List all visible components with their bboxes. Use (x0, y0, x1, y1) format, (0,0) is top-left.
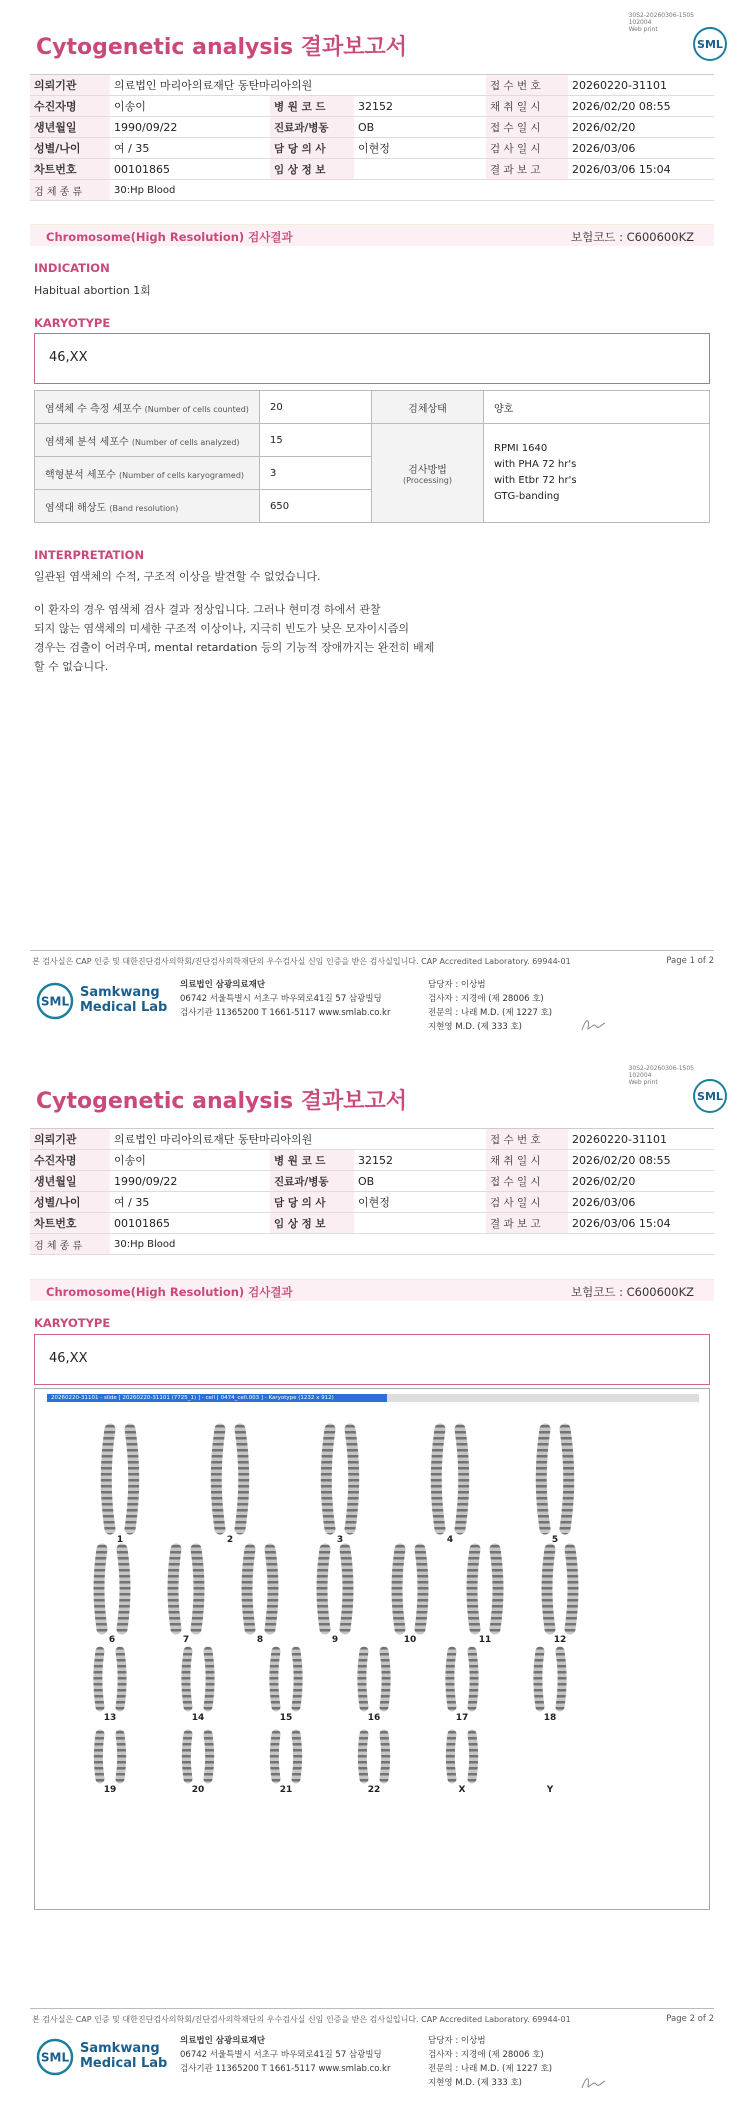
chromosome (173, 1549, 176, 1629)
info-value: 2026/03/06 (568, 1192, 714, 1213)
specimen-label: 검체상태 (372, 391, 484, 424)
sml-footer-logo-icon (36, 982, 74, 1020)
lab-staff: 담당자 : 이상범 검사자 : 지경애 (제 28006 호) 전문의 : 나래 M.D. (제 1227 호) 지현영 M.D. (제 333 호) (428, 980, 553, 1032)
print-stamp: 30S2-20260306-1505 102004 Web print (628, 12, 694, 33)
chromosome (384, 1651, 386, 1707)
chromosome-label: 20 (191, 1785, 205, 1795)
chromosome (420, 1549, 423, 1629)
info-value: OB (354, 1171, 486, 1192)
info-value: 32152 (354, 1150, 486, 1171)
info-value: 00101865 (110, 1213, 270, 1234)
chromosome-drawing (35, 1389, 711, 1911)
chromosome (106, 1429, 110, 1529)
info-value: 2026/02/20 08:55 (568, 96, 714, 117)
info-label: 접 수 일 시 (486, 1171, 568, 1192)
info-value: 2026/02/20 (568, 1171, 714, 1192)
chromosome (538, 1651, 540, 1707)
chromosome (350, 1429, 354, 1529)
info-label: 성별/나이 (30, 138, 110, 159)
info-row (30, 1234, 714, 1255)
info-label: 접 수 번 호 (486, 75, 568, 96)
chromosome (122, 1549, 125, 1629)
karyotype-value: 46,XX (49, 350, 88, 365)
chromosome (130, 1429, 134, 1529)
info-label: 생년월일 (30, 117, 110, 138)
lab-address: 의료법인 삼광의료재단 06742 서울특별시 서초구 바우뫼로41길 57 삼광빌딩 검사기관 11365200 T 1661-5117 www.smlab.co.kr (180, 980, 391, 1018)
cell-label: 염색대 해상도 (Band resolution) (35, 490, 260, 523)
chromosome-label: 11 (478, 1635, 492, 1645)
info-label: 병 원 코 드 (270, 1150, 354, 1171)
chromosome (345, 1549, 348, 1629)
chromosome-label: 1 (116, 1535, 124, 1545)
interpretation-detail: 이 환자의 경우 염색체 검사 결과 정상입니다. 그러나 현미경 하에서 관찰 되지 않는 염색체의 미세한 구조적 이상이나, 지극히 빈도가 낮은 모자이시즘의 경우는 검출이 어려우며, mental retardation 등의 기능적 장애까지는 완전히 배제 할 수 없습니다. (34, 603, 435, 673)
info-value: 30:Hp Blood (110, 1234, 714, 1255)
chromosome (460, 1429, 464, 1529)
specimen-value: 양호 (484, 391, 710, 424)
info-label: 검 체 종 류 (30, 1234, 110, 1255)
chromosome-label: 8 (256, 1635, 264, 1645)
chromosome (541, 1429, 545, 1529)
footer-divider (30, 950, 714, 951)
info-value: 의료법인 마리아의료재단 동탄마리아의원 (110, 75, 486, 96)
info-label: 수진자명 (30, 96, 110, 117)
insurance-code: 보험코드 : C600600KZ (571, 230, 694, 244)
karyogram-window-title: 20260220-31101 - slide [ 20260220-31101 (7725_1) ] - cell [ 0474_cell.003 ] - Karyotype (1232 x 912) (47, 1394, 387, 1402)
chromosome-label: 15 (279, 1713, 293, 1723)
chromosome-label: 5 (551, 1535, 559, 1545)
info-value: 의료법인 마리아의료재단 동탄마리아의원 (110, 1129, 486, 1150)
chromosome (450, 1734, 452, 1779)
cells-karyogramed-value: 3 (260, 457, 372, 490)
chromosome (472, 1734, 474, 1779)
cells-counted-value: 20 (260, 391, 372, 424)
chromosome (196, 1549, 199, 1629)
svg-text:SML: SML (697, 1090, 723, 1103)
svg-text:SML: SML (697, 38, 723, 51)
chromosome (436, 1429, 440, 1529)
info-value (354, 1213, 486, 1234)
lab-name: Samkwang Medical Lab (80, 2041, 168, 2071)
info-label: 임 상 정 보 (270, 159, 354, 180)
print-stamp: 30S2-20260306-1505 102004 Web print (628, 1065, 694, 1086)
chromosome (362, 1734, 364, 1779)
info-label: 담 당 의 사 (270, 138, 354, 159)
info-value: 여 / 35 (110, 138, 270, 159)
chromosome (472, 1549, 475, 1629)
chromosome-label: 6 (108, 1635, 116, 1645)
method-label: 검사방법 (Processing) (372, 424, 484, 523)
signature-icon (578, 2072, 608, 2094)
chromosome (547, 1549, 550, 1629)
karyotype-value: 46,XX (49, 1351, 88, 1366)
info-row (30, 159, 714, 180)
chromosome-label: 16 (367, 1713, 381, 1723)
cell-label: 염색체 분석 세포수 (Number of cells analyzed) (35, 424, 260, 457)
info-value: 이현정 (354, 138, 486, 159)
page-number: Page 2 of 2 (666, 2014, 714, 2024)
info-value: 2026/02/20 (568, 117, 714, 138)
info-label: 결 과 보 고 (486, 1213, 568, 1234)
result-banner (30, 224, 714, 246)
info-row (30, 1192, 714, 1213)
chromosome-label: 18 (543, 1713, 557, 1723)
info-value: 2026/03/06 15:04 (568, 159, 714, 180)
info-value: 1990/09/22 (110, 117, 270, 138)
patient-info-table (30, 1128, 714, 1255)
info-value: 20260220-31101 (568, 75, 714, 96)
lab-staff: 담당자 : 이상범 검사자 : 지경애 (제 28006 호) 전문의 : 나래 M.D. (제 1227 호) 지현영 M.D. (제 333 호) (428, 2036, 553, 2088)
interpretation-heading: INTERPRETATION (34, 548, 145, 562)
chromosome-label: 19 (103, 1785, 117, 1795)
chromosome (274, 1734, 276, 1779)
lab-name: Samkwang Medical Lab (80, 985, 168, 1015)
info-value (354, 159, 486, 180)
method-value: RPMI 1640 with PHA 72 hr's with Etbr 72 hr's GTG-banding (484, 424, 710, 523)
info-value: 2026/02/20 08:55 (568, 1150, 714, 1171)
chromosome (322, 1549, 325, 1629)
cells-analyzed-value: 15 (260, 424, 372, 457)
cell-label: 염색체 수 측정 세포수 (Number of cells counted) (35, 391, 260, 424)
info-label: 임 상 정 보 (270, 1213, 354, 1234)
info-label: 검 체 종 류 (30, 180, 110, 201)
sml-footer-logo-icon (36, 2038, 74, 2076)
cell-label: 핵형분석 세포수 (Number of cells karyogramed) (35, 457, 260, 490)
sml-logo-icon (692, 26, 728, 62)
chromosome-label: 12 (553, 1635, 567, 1645)
signature-icon (578, 1014, 608, 1036)
chromosome-label: 22 (367, 1785, 381, 1795)
chromosome-label: 2 (226, 1535, 234, 1545)
chromosome (397, 1549, 400, 1629)
chromosome-label: 13 (103, 1713, 117, 1723)
info-value: 1990/09/22 (110, 1171, 270, 1192)
chromosome-label: 21 (279, 1785, 293, 1795)
accreditation-note: 본 검사실은 CAP 인증 및 대한진단검사의학회/진단검사의학재단의 우수검사실 신임 인증을 받은 검사실입니다. CAP Accredited Laboratory. 69944-01 (32, 2015, 571, 2024)
info-row (30, 96, 714, 117)
info-label: 접 수 일 시 (486, 117, 568, 138)
info-value: 2026/03/06 (568, 138, 714, 159)
chromosome (99, 1549, 102, 1629)
chromosome (120, 1734, 122, 1779)
info-label: 접 수 번 호 (486, 1129, 568, 1150)
karyotype-heading: KARYOTYPE (34, 316, 111, 330)
chromosome (240, 1429, 244, 1529)
info-label: 진료과/병동 (270, 117, 354, 138)
info-row (30, 138, 714, 159)
chromosome (570, 1549, 573, 1629)
chromosome-label: Y (546, 1785, 554, 1795)
info-row (30, 1150, 714, 1171)
svg-text:SML: SML (40, 994, 70, 1009)
result-banner (30, 1279, 714, 1301)
info-label: 의뢰기관 (30, 1129, 110, 1150)
chromosome-label: 3 (336, 1535, 344, 1545)
chromosome (247, 1549, 250, 1629)
banner-title: Chromosome(High Resolution) 검사결과 (46, 1285, 293, 1299)
info-label: 차트번호 (30, 1213, 110, 1234)
info-value: OB (354, 117, 486, 138)
chromosome-label: 7 (182, 1635, 190, 1645)
indication-text: Habitual abortion 1회 (34, 284, 151, 297)
info-value: 00101865 (110, 159, 270, 180)
chromosome (274, 1651, 276, 1707)
info-label: 결 과 보 고 (486, 159, 568, 180)
lab-address: 의료법인 삼광의료재단 06742 서울특별시 서초구 바우뫼로41길 57 삼광빌딩 검사기관 11365200 T 1661-5117 www.smlab.co.kr (180, 2036, 391, 2074)
info-label: 의뢰기관 (30, 75, 110, 96)
sml-logo-icon (692, 1078, 728, 1114)
info-row (30, 1171, 714, 1192)
chromosome-label: X (458, 1785, 466, 1795)
accreditation-note: 본 검사실은 CAP 인증 및 대한진단검사의학회/진단검사의학재단의 우수검사실 신임 인증을 받은 검사실입니다. CAP Accredited Laboratory. 69944-01 (32, 957, 571, 966)
chromosome-label: 14 (191, 1713, 205, 1723)
chromosome-label: 10 (403, 1635, 417, 1645)
chromosome (326, 1429, 330, 1529)
cell-count-table (34, 390, 710, 523)
info-label: 진료과/병동 (270, 1171, 354, 1192)
info-row (30, 1213, 714, 1234)
karyotype-box (34, 333, 710, 384)
patient-info-table (30, 74, 714, 201)
info-label: 성별/나이 (30, 1192, 110, 1213)
info-label: 병 원 코 드 (270, 96, 354, 117)
chromosome (472, 1651, 474, 1707)
karyotype-box (34, 1334, 710, 1385)
info-label: 채 취 일 시 (486, 1150, 568, 1171)
chromosome (384, 1734, 386, 1779)
indication-heading: INDICATION (34, 261, 110, 275)
info-value: 여 / 35 (110, 1192, 270, 1213)
info-value: 32152 (354, 96, 486, 117)
chromosome (296, 1651, 298, 1707)
info-row (30, 117, 714, 138)
chromosome (208, 1734, 210, 1779)
info-row (30, 75, 714, 96)
chromosome (362, 1651, 364, 1707)
info-value: 2026/03/06 15:04 (568, 1213, 714, 1234)
chromosome-label: 17 (455, 1713, 469, 1723)
info-value: 이송이 (110, 96, 270, 117)
chromosome-label: 9 (331, 1635, 339, 1645)
chromosome (565, 1429, 569, 1529)
info-label: 담 당 의 사 (270, 1192, 354, 1213)
chromosome (208, 1651, 210, 1707)
chromosome (450, 1651, 452, 1707)
info-label: 검 사 일 시 (486, 138, 568, 159)
info-label: 차트번호 (30, 159, 110, 180)
chromosome (216, 1429, 220, 1529)
info-label: 생년월일 (30, 1171, 110, 1192)
chromosome (495, 1549, 498, 1629)
page-number: Page 1 of 2 (666, 956, 714, 966)
info-label: 검 사 일 시 (486, 1192, 568, 1213)
chromosome (98, 1734, 100, 1779)
footer-divider (30, 2008, 714, 2009)
chromosome-label: 4 (446, 1535, 454, 1545)
chromosome (296, 1734, 298, 1779)
chromosome (560, 1651, 562, 1707)
insurance-code: 보험코드 : C600600KZ (571, 1285, 694, 1299)
info-row (30, 180, 714, 201)
info-value: 이현정 (354, 1192, 486, 1213)
chromosome (120, 1651, 122, 1707)
report-title: Cytogenetic analysis 결과보고서 (36, 35, 408, 60)
chromosome (186, 1651, 188, 1707)
info-label: 수진자명 (30, 1150, 110, 1171)
info-value: 30:Hp Blood (110, 180, 714, 201)
chromosome (270, 1549, 273, 1629)
banner-title: Chromosome(High Resolution) 검사결과 (46, 230, 293, 244)
karyogram-image (34, 1388, 710, 1910)
svg-text:SML: SML (40, 2050, 70, 2065)
interpretation-summary: 일관된 염색체의 수적, 구조적 이상을 발견할 수 없었습니다. (34, 570, 321, 583)
chromosome (98, 1651, 100, 1707)
info-row (30, 1129, 714, 1150)
chromosome (186, 1734, 188, 1779)
band-resolution-value: 650 (260, 490, 372, 523)
karyotype-heading: KARYOTYPE (34, 1316, 111, 1330)
info-value: 이송이 (110, 1150, 270, 1171)
info-value: 20260220-31101 (568, 1129, 714, 1150)
report-title: Cytogenetic analysis 결과보고서 (36, 1089, 408, 1114)
info-label: 채 취 일 시 (486, 96, 568, 117)
